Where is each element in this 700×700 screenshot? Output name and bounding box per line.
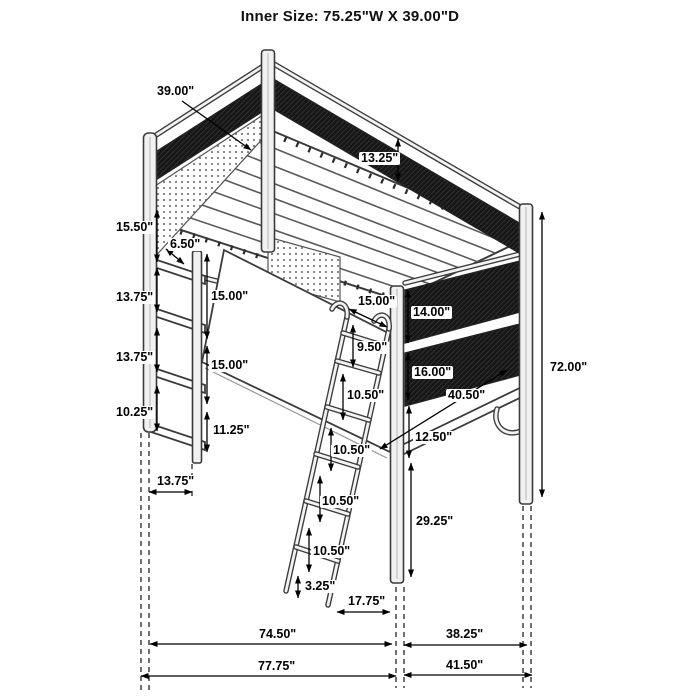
dim-label-ladder-extension: 17.75" (348, 594, 386, 608)
dim-label-bed-width: 39.00" (157, 84, 195, 98)
dim-label-ladder-step-3: 10.50" (322, 494, 360, 508)
dim-label-ladder-step-4: 10.50" (313, 544, 351, 558)
dim-label-shelf-leg-height: 11.25" (213, 423, 250, 437)
dim-label-side-shelf-length: 40.50" (448, 388, 486, 402)
dim-label-ladder-step-1: 10.50" (347, 388, 385, 402)
dim-label-guardrail-height: 13.25" (361, 151, 399, 165)
dim-label-shelf-gap-upper: 13.75" (116, 290, 154, 304)
dim-label-desk-clearance-upper: 15.00" (211, 289, 249, 303)
dim-label-overall-depth: 41.50" (446, 658, 484, 672)
dim-label-side-mesh-upper: 14.00" (413, 305, 451, 319)
dim-label-shelf-depth: 6.50" (170, 237, 201, 251)
dim-label-desk-clearance-lower: 15.00" (211, 358, 249, 372)
dim-label-shelf-foot-height: 10.25" (116, 405, 154, 419)
dim-label-ladder-opening: 15.00" (358, 294, 396, 308)
dim-label-inner-length: 74.50" (259, 627, 297, 641)
dim-label-side-inner-depth: 38.25" (446, 627, 484, 641)
dim-label-ladder-step-top: 9.50" (357, 340, 388, 354)
dim-label-shelf-unit-depth: 13.75" (157, 474, 195, 488)
dim-label-leg-clearance: 29.25" (416, 514, 454, 528)
dim-label-ladder-step-2: 10.50" (333, 443, 371, 457)
dim-label-overall-length: 77.75" (258, 659, 296, 673)
dim-label-overall-height: 72.00" (550, 360, 588, 374)
dim-label-shelf-drop: 12.50" (415, 430, 453, 444)
dim-label-shelf-gap-lower: 13.75" (116, 350, 154, 364)
dim-label-side-mesh-lower: 16.00" (414, 365, 452, 379)
dim-label-top-shelf-clearance: 15.50" (116, 220, 154, 234)
dim-label-ladder-foot: 3.25" (305, 579, 336, 593)
diagram-title: Inner Size: 75.25"W X 39.00"D (240, 8, 460, 25)
